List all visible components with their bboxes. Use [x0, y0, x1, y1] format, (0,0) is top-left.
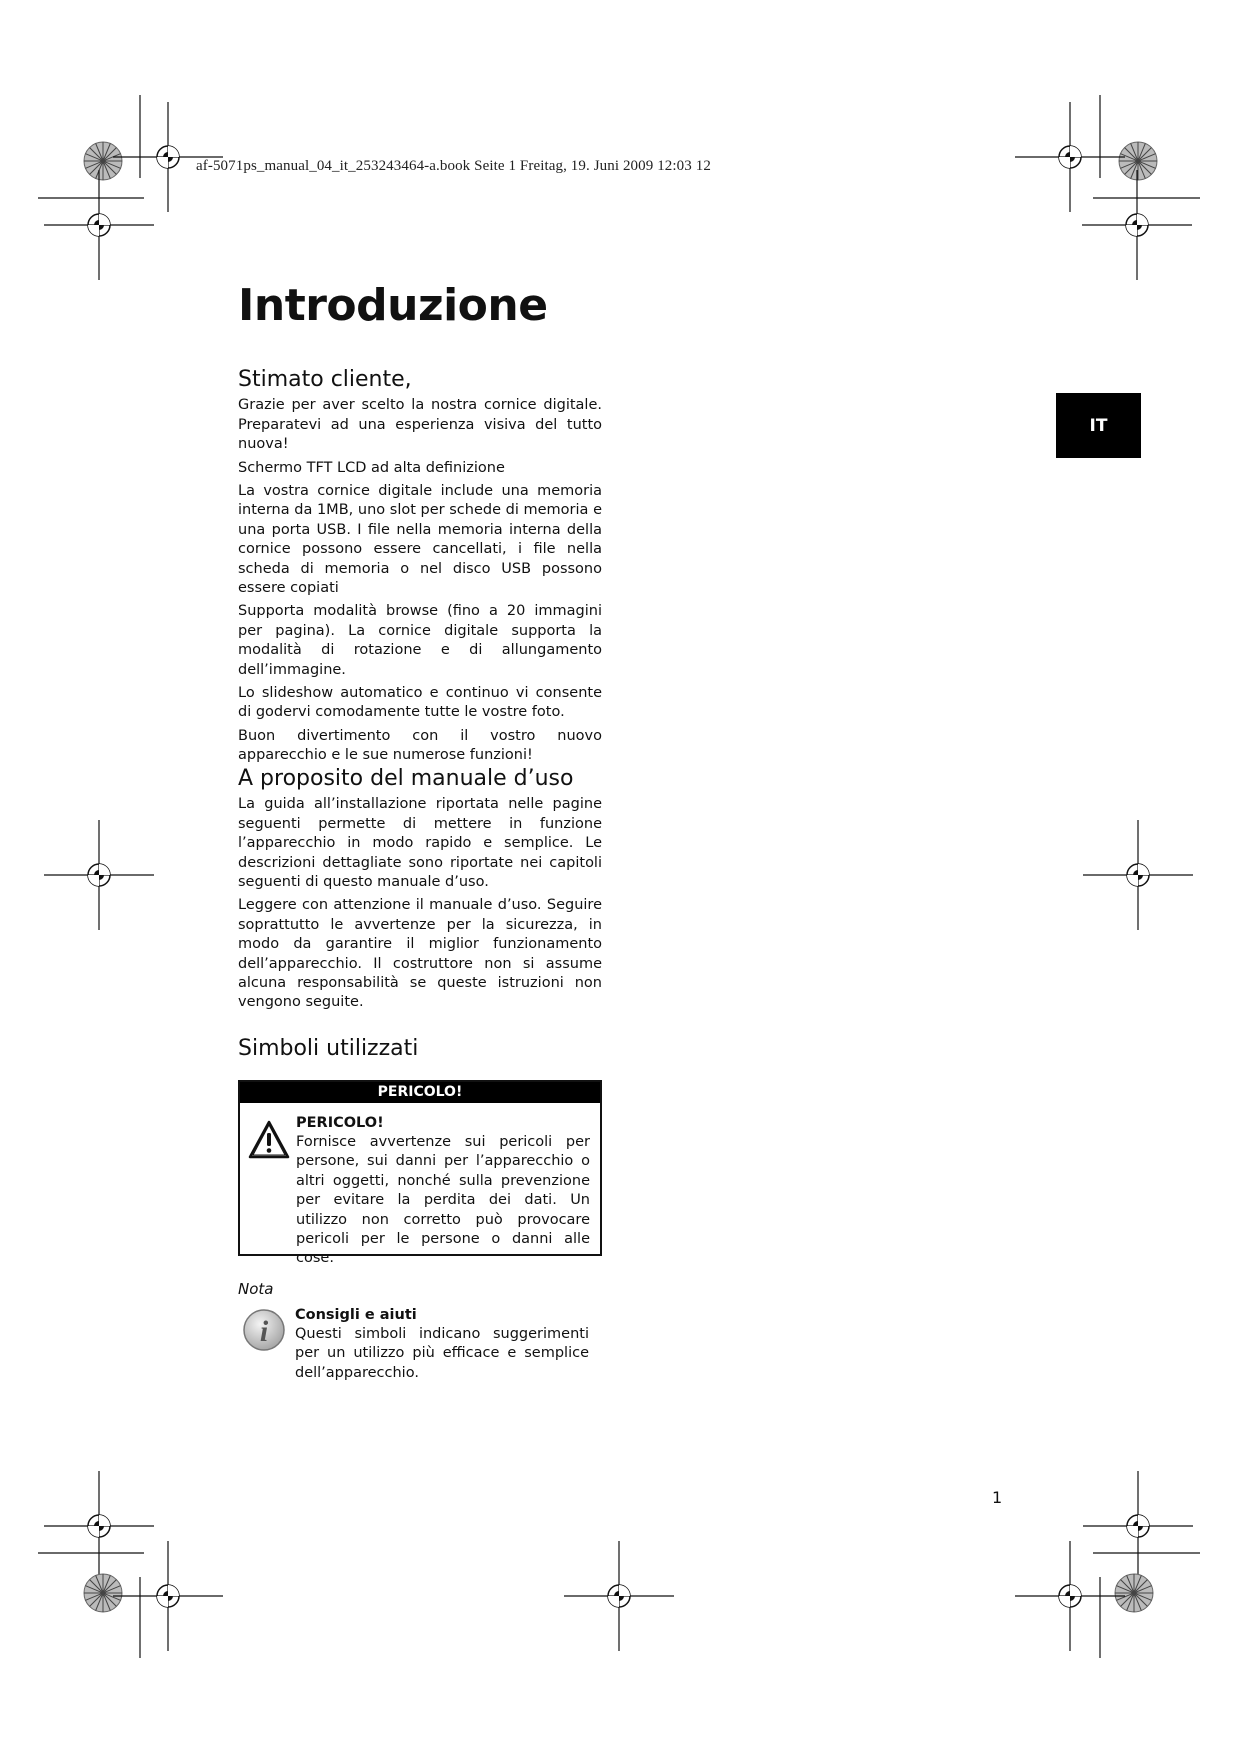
crosshair-icon [1015, 102, 1125, 212]
paragraph: Buon divertimento con il vostro nuovo apparecchio e le sue numerose funzioni! [238, 727, 602, 764]
crosshair-icon [1015, 1541, 1125, 1651]
info-icon [242, 1308, 286, 1356]
language-tab: IT [1056, 393, 1141, 458]
note-label: Nota [238, 1280, 274, 1298]
danger-text: Fornisce avvertenze sui pericoli per persone, sui danni per l’apparecchio o altri oggetti, nonché sulla prevenzione per evitare la perdita dei dati. Un utilizzo non corretto può provocare pericoli per le persone o danni alle cose. [296, 1134, 590, 1267]
section-heading: Stimato cliente, [238, 367, 412, 392]
crosshair-icon [44, 1471, 154, 1581]
crosshair-icon [1082, 170, 1192, 280]
note-title: Consigli e aiuti [295, 1307, 417, 1323]
color-wheel-icon [84, 1574, 122, 1612]
danger-title: PERICOLO! [296, 1115, 384, 1131]
section-heading: A proposito del manuale d’uso [238, 766, 574, 791]
section-manuale-uso [238, 766, 602, 1013]
note-content [295, 1306, 589, 1383]
paragraph: Grazie per aver scelto la nostra cornice digitale. Preparatevi ad una esperienza visiva del tutto nuova! [238, 397, 602, 453]
danger-box-content [296, 1114, 590, 1269]
note-text: Questi simboli indicano suggerimenti per un utilizzo più efficace e semplice dell’apparecchio. [295, 1326, 589, 1381]
crosshair-icon [113, 102, 223, 212]
color-wheel-icon [1115, 1574, 1153, 1612]
crosshair-icon [1083, 820, 1193, 930]
crosshair-icon [1083, 1471, 1193, 1581]
warning-triangle-icon [248, 1120, 290, 1164]
crosshair-icon [44, 820, 154, 930]
color-wheel-icon [1119, 142, 1157, 180]
page-title: Introduzione [238, 280, 548, 331]
crosshair-icon [113, 1541, 223, 1651]
paragraph: Supporta modalità browse (fino a 20 immagini per pagina). La cornice digitale supporta la modalità di rotazione e di allungamento dell’immagine. [238, 603, 602, 678]
paragraph: Leggere con attenzione il manuale d’uso. Seguire soprattutto le avvertenze per la sicurezza, in modo da garantire il miglior funzionamento dell’apparecchio. Il costruttore non si assume alcuna responsabilità se queste istruzioni non vengono seguite. [238, 897, 602, 1011]
paragraph: Lo slideshow automatico e continuo vi consente di godervi comodamente tutte le vostre foto. [238, 685, 602, 721]
danger-box [238, 1080, 602, 1267]
paragraph: La vostra cornice digitale include una memoria interna da 1MB, uno slot per schede di memoria e una porta USB. I file nella memoria interna della cornice possono essere cancellati, i file nella scheda di memoria o nel disco USB possono essere copiati [238, 483, 602, 597]
crosshair-icon [44, 170, 154, 280]
print-header: af-5071ps_manual_04_it_253243464-a.book Seite 1 Freitag, 19. Juni 2009 12:03 12 [196, 158, 711, 174]
crosshair-icon [564, 1541, 674, 1651]
section-heading: Simboli utilizzati [238, 1036, 419, 1061]
svg-text:i: i [259, 1315, 269, 1348]
section-stimato-cliente [238, 367, 602, 766]
page-number: 1 [992, 1488, 1003, 1507]
paragraph: Schermo TFT LCD ad alta definizione [238, 459, 505, 476]
paragraph: La guida all’installazione riportata nelle pagine seguenti permette di mettere in funzione l’apparecchio in modo rapido e semplice. Le descrizioni dettagliate sono riportate nei capitoli seguenti di questo manuale d’uso. [238, 796, 602, 891]
danger-box-header: PERICOLO! [240, 1082, 600, 1103]
section-simboli [238, 1036, 602, 1062]
color-wheel-icon [84, 142, 122, 180]
